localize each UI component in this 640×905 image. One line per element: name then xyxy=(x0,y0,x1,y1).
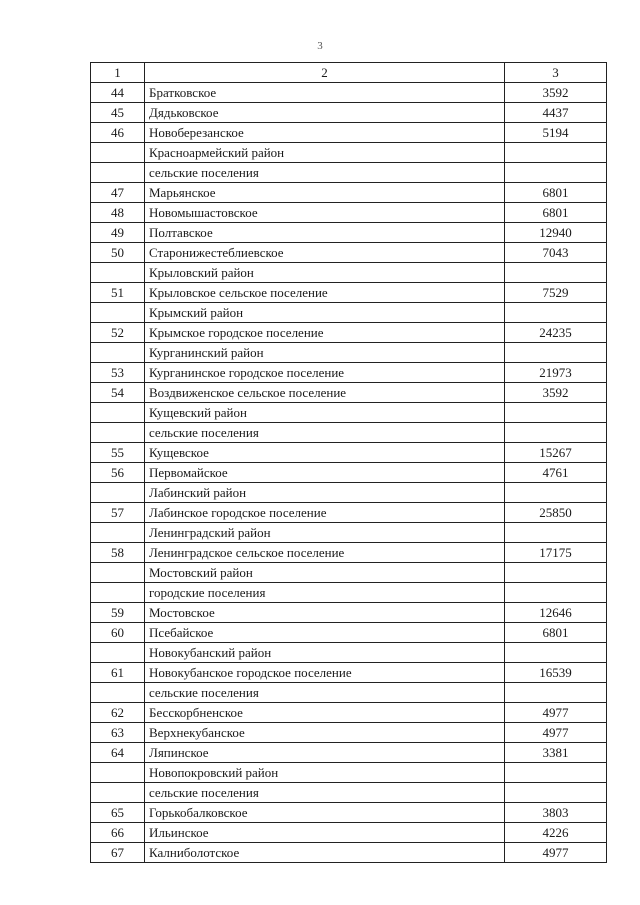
row-number-cell: 52 xyxy=(91,323,145,343)
table-row xyxy=(91,743,607,763)
table-row xyxy=(91,523,607,543)
row-name-cell: Старонижестеблиевское xyxy=(145,243,505,263)
table-row xyxy=(91,323,607,343)
row-value-cell: 7043 xyxy=(505,243,607,263)
table-row xyxy=(91,763,607,783)
row-number-cell xyxy=(91,763,145,783)
row-value-cell: 12646 xyxy=(505,603,607,623)
row-name-cell: Лабинский район xyxy=(145,483,505,503)
row-number-cell: 63 xyxy=(91,723,145,743)
row-value-cell xyxy=(505,343,607,363)
row-number-cell: 53 xyxy=(91,363,145,383)
row-name-cell: Ленинградское сельское поселение xyxy=(145,543,505,563)
row-name-cell: Новопокровский район xyxy=(145,763,505,783)
row-name-cell: Кущевское xyxy=(145,443,505,463)
row-value-cell xyxy=(505,263,607,283)
row-number-cell: 47 xyxy=(91,183,145,203)
header-cell-name: 2 xyxy=(145,63,505,83)
table-row xyxy=(91,143,607,163)
table-row xyxy=(91,783,607,803)
row-value-cell: 6801 xyxy=(505,183,607,203)
row-name-cell: Новокубанское городское поселение xyxy=(145,663,505,683)
row-number-cell: 62 xyxy=(91,703,145,723)
row-number-cell: 60 xyxy=(91,623,145,643)
table-row xyxy=(91,723,607,743)
row-value-cell: 17175 xyxy=(505,543,607,563)
table-row xyxy=(91,503,607,523)
row-number-cell: 56 xyxy=(91,463,145,483)
table-row xyxy=(91,683,607,703)
table-row xyxy=(91,103,607,123)
table-row xyxy=(91,643,607,663)
row-value-cell: 4977 xyxy=(505,703,607,723)
row-value-cell xyxy=(505,683,607,703)
row-name-cell: Курганинский район xyxy=(145,343,505,363)
row-value-cell xyxy=(505,563,607,583)
row-value-cell: 3592 xyxy=(505,383,607,403)
row-value-cell xyxy=(505,303,607,323)
row-value-cell: 4437 xyxy=(505,103,607,123)
table-row xyxy=(91,283,607,303)
row-name-cell: Ильинское xyxy=(145,823,505,843)
row-name-cell: Дядьковское xyxy=(145,103,505,123)
row-value-cell: 3592 xyxy=(505,83,607,103)
row-name-cell: Красноармейский район xyxy=(145,143,505,163)
table-row xyxy=(91,403,607,423)
row-number-cell xyxy=(91,783,145,803)
row-value-cell xyxy=(505,643,607,663)
table-row xyxy=(91,123,607,143)
row-value-cell xyxy=(505,403,607,423)
row-name-cell: Верхнекубанское xyxy=(145,723,505,743)
row-number-cell xyxy=(91,643,145,663)
table-row xyxy=(91,623,607,643)
row-number-cell: 49 xyxy=(91,223,145,243)
row-name-cell: Крыловское сельское поселение xyxy=(145,283,505,303)
row-name-cell: Калниболотское xyxy=(145,843,505,863)
settlements-table xyxy=(90,62,607,863)
table-row xyxy=(91,663,607,683)
row-name-cell: Ляпинское xyxy=(145,743,505,763)
row-value-cell: 24235 xyxy=(505,323,607,343)
row-name-cell: Мостовское xyxy=(145,603,505,623)
row-value-cell: 6801 xyxy=(505,623,607,643)
row-number-cell xyxy=(91,683,145,703)
row-number-cell xyxy=(91,583,145,603)
table-row xyxy=(91,423,607,443)
row-value-cell: 3381 xyxy=(505,743,607,763)
row-number-cell xyxy=(91,523,145,543)
row-value-cell: 21973 xyxy=(505,363,607,383)
row-number-cell: 55 xyxy=(91,443,145,463)
row-value-cell: 15267 xyxy=(505,443,607,463)
table-row xyxy=(91,563,607,583)
row-number-cell xyxy=(91,143,145,163)
row-number-cell: 48 xyxy=(91,203,145,223)
row-number-cell: 67 xyxy=(91,843,145,863)
row-value-cell: 12940 xyxy=(505,223,607,243)
row-name-cell: Новоберезанское xyxy=(145,123,505,143)
row-number-cell xyxy=(91,303,145,323)
row-number-cell: 65 xyxy=(91,803,145,823)
row-name-cell: Новокубанский район xyxy=(145,643,505,663)
table-row xyxy=(91,363,607,383)
row-value-cell: 3803 xyxy=(505,803,607,823)
row-value-cell: 4761 xyxy=(505,463,607,483)
row-value-cell xyxy=(505,783,607,803)
row-value-cell: 4977 xyxy=(505,723,607,743)
row-number-cell: 58 xyxy=(91,543,145,563)
row-value-cell xyxy=(505,763,607,783)
table-row xyxy=(91,303,607,323)
row-name-cell: Крымский район xyxy=(145,303,505,323)
row-number-cell xyxy=(91,423,145,443)
row-number-cell: 59 xyxy=(91,603,145,623)
row-number-cell: 64 xyxy=(91,743,145,763)
table-row xyxy=(91,603,607,623)
row-value-cell: 6801 xyxy=(505,203,607,223)
table-row xyxy=(91,483,607,503)
row-name-cell: Полтавское xyxy=(145,223,505,243)
row-value-cell xyxy=(505,523,607,543)
row-number-cell: 45 xyxy=(91,103,145,123)
row-number-cell xyxy=(91,343,145,363)
table-row xyxy=(91,243,607,263)
row-name-cell: Кущевский район xyxy=(145,403,505,423)
row-number-cell xyxy=(91,483,145,503)
row-name-cell: Крымское городское поселение xyxy=(145,323,505,343)
row-number-cell xyxy=(91,163,145,183)
table-header-row xyxy=(91,63,607,83)
row-value-cell: 5194 xyxy=(505,123,607,143)
row-number-cell xyxy=(91,263,145,283)
row-name-cell: Горькобалковское xyxy=(145,803,505,823)
table-row xyxy=(91,203,607,223)
row-name-cell: сельские поселения xyxy=(145,423,505,443)
row-number-cell: 61 xyxy=(91,663,145,683)
page-number: 3 xyxy=(317,40,323,52)
row-value-cell: 16539 xyxy=(505,663,607,683)
table-row xyxy=(91,183,607,203)
table-row xyxy=(91,803,607,823)
row-value-cell xyxy=(505,423,607,443)
row-name-cell: городские поселения xyxy=(145,583,505,603)
row-name-cell: сельские поселения xyxy=(145,783,505,803)
row-value-cell: 7529 xyxy=(505,283,607,303)
table-row xyxy=(91,823,607,843)
header-cell-value: 3 xyxy=(505,63,607,83)
row-name-cell: Марьянское xyxy=(145,183,505,203)
row-value-cell: 4977 xyxy=(505,843,607,863)
row-value-cell xyxy=(505,483,607,503)
row-value-cell: 25850 xyxy=(505,503,607,523)
row-name-cell: Крыловский район xyxy=(145,263,505,283)
row-number-cell xyxy=(91,563,145,583)
row-number-cell xyxy=(91,403,145,423)
row-value-cell xyxy=(505,583,607,603)
table-row xyxy=(91,463,607,483)
table-row xyxy=(91,383,607,403)
table-row xyxy=(91,223,607,243)
row-number-cell: 57 xyxy=(91,503,145,523)
row-name-cell: Ленинградский район xyxy=(145,523,505,543)
table-row xyxy=(91,263,607,283)
table-row xyxy=(91,83,607,103)
table-row xyxy=(91,583,607,603)
table-row xyxy=(91,163,607,183)
row-value-cell xyxy=(505,163,607,183)
row-name-cell: Новомышастовское xyxy=(145,203,505,223)
row-number-cell: 44 xyxy=(91,83,145,103)
table-row xyxy=(91,443,607,463)
table-row xyxy=(91,343,607,363)
row-value-cell xyxy=(505,143,607,163)
row-name-cell: Бесскорбненское xyxy=(145,703,505,723)
row-number-cell: 51 xyxy=(91,283,145,303)
row-number-cell: 66 xyxy=(91,823,145,843)
row-name-cell: Воздвиженское сельское поселение xyxy=(145,383,505,403)
row-name-cell: Лабинское городское поселение xyxy=(145,503,505,523)
table-row xyxy=(91,843,607,863)
row-name-cell: Братковское xyxy=(145,83,505,103)
table-row xyxy=(91,543,607,563)
row-name-cell: Псебайское xyxy=(145,623,505,643)
row-name-cell: сельские поселения xyxy=(145,683,505,703)
row-number-cell: 50 xyxy=(91,243,145,263)
row-name-cell: Курганинское городское поселение xyxy=(145,363,505,383)
row-name-cell: сельские поселения xyxy=(145,163,505,183)
row-number-cell: 46 xyxy=(91,123,145,143)
row-name-cell: Первомайское xyxy=(145,463,505,483)
row-name-cell: Мостовский район xyxy=(145,563,505,583)
row-value-cell: 4226 xyxy=(505,823,607,843)
table-row xyxy=(91,703,607,723)
row-number-cell: 54 xyxy=(91,383,145,403)
header-cell-number: 1 xyxy=(91,63,145,83)
